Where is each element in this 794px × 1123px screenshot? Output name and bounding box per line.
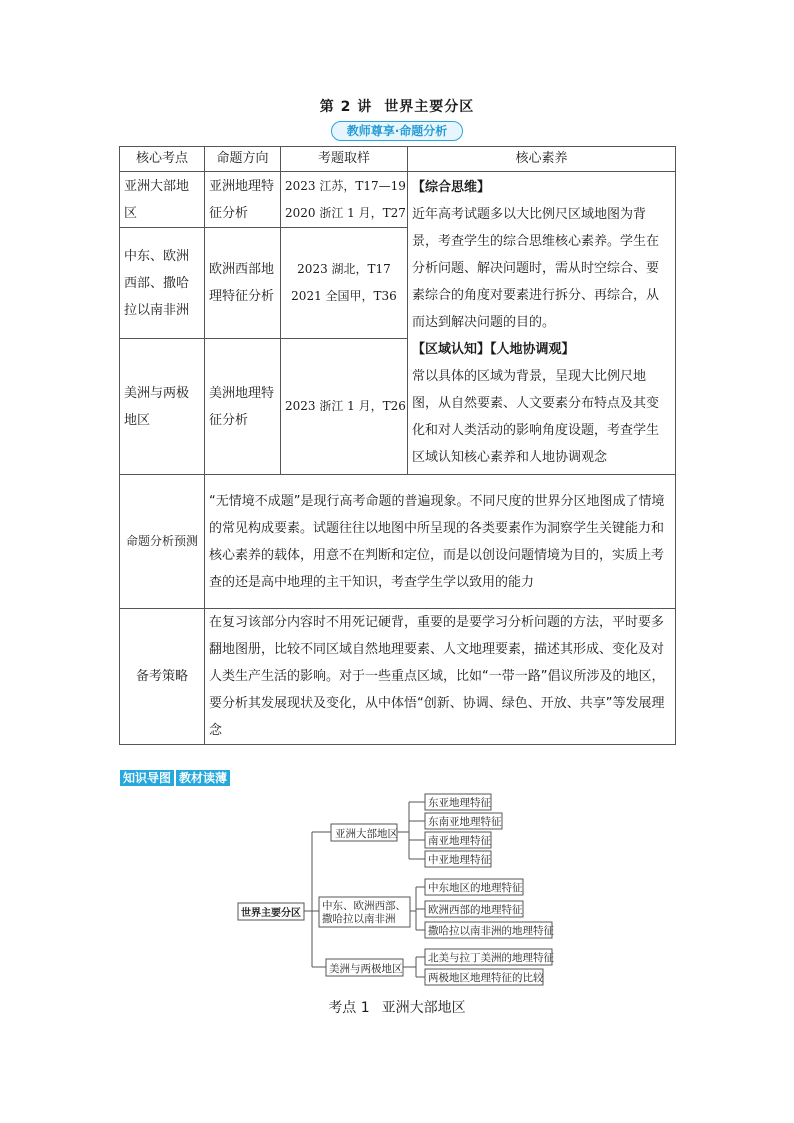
samples-cell — [281, 339, 408, 475]
strategy-row — [120, 609, 676, 745]
mindmap-branch-middle-line2: 撒哈拉以南非洲 — [322, 913, 396, 925]
samples-cell — [281, 172, 408, 228]
mindmap-leaf: 撒哈拉以南非洲的地理特征 — [428, 925, 554, 937]
section-caption — [0, 997, 794, 1017]
mindmap-leaf: 两极地区地理特征的比较 — [428, 972, 544, 984]
table-row — [120, 172, 676, 228]
teacher-badge: 教师尊享·命题分析 — [331, 121, 463, 141]
header-core-point: 核心考点 — [120, 147, 205, 172]
lecture-title: 世界主要分区 — [384, 99, 475, 115]
mindmap-leaf: 北美与拉丁美洲的地理特征 — [428, 952, 554, 964]
mindmap-leaf: 欧洲西部的地理特征 — [428, 904, 523, 916]
forecast-text: “无情境不成题”是现行高考命题的普遍现象。不同尺度的世界分区地图成了情境的常见构成要素。试题往往以地图中所呈现的各类要素作为洞察学生关键能力和核心素养的载体，用意不在判断和定位，而是以创设问题情境为目的，实质上考查的还是高中地理的主干知识，考查学生学以致用的能力 — [205, 475, 676, 609]
strategy-text: 在复习该部分内容时不用死记硬背，重要的是要学习分析问题的方法，平时要多翻地图册，比较不同区域自然地理要素、人文地理要素，描述其形成、变化及对人类生产生活的影响。对于一些重点区域，比如“一带一路”倡议所涉及的地区，要分析其发展现状及变化，从中体悟“创新、协调、绿色、开放、共享”等发展理念 — [205, 609, 676, 745]
tab-knowledge-map: 知识导图 — [120, 770, 174, 786]
mindmap-leaf: 南亚地理特征 — [428, 835, 491, 847]
literacy-heading-2: 【区域认知】【人地协调观】 — [412, 342, 575, 357]
mindmap-branch-middle-line1: 中东、欧洲西部、 — [322, 900, 406, 912]
table-header-row — [120, 147, 676, 172]
core-point-cell: 中东、欧洲西部、撒哈拉以南非洲 — [120, 228, 205, 339]
mindmap-leaf: 中东地区的地理特征 — [428, 882, 523, 894]
sample-item: 2023 湖北，T17 — [297, 262, 391, 276]
header-direction: 命题方向 — [205, 147, 281, 172]
knowledge-mindmap — [0, 780, 794, 990]
direction-cell: 亚洲地理特征分析 — [205, 172, 281, 228]
analysis-table — [119, 146, 676, 745]
caption-label: 考点 1 — [328, 1000, 370, 1016]
core-point-cell: 亚洲大部地区 — [120, 172, 205, 228]
forecast-row — [120, 475, 676, 609]
mindmap-branch-americas: 美洲与两极地区 — [329, 963, 403, 975]
mindmap-branch-asia: 亚洲大部地区 — [335, 828, 398, 840]
literacy-heading-1: 【综合思维】 — [412, 180, 491, 195]
strategy-label: 备考策略 — [120, 609, 205, 745]
sample-item: 2023 江苏，T17—19 — [285, 178, 406, 193]
lecture-number: 第 2 讲 — [319, 99, 373, 115]
mindmap-leaf: 东亚地理特征 — [428, 797, 491, 809]
mindmap-leaf: 东南亚地理特征 — [428, 816, 502, 828]
literacy-text-1: 近年高考试题多以大比例尺区域地图为背景，考查学生的综合思维核心素养。学生在分析问题、解决问题时，需从时空综合、要素综合的角度对要素进行拆分、再综合，从而达到解决问题的目的。 — [412, 207, 660, 330]
direction-cell: 美洲地理特征分析 — [205, 339, 281, 475]
page-title — [0, 96, 794, 116]
mindmap-leaf: 中亚地理特征 — [428, 854, 491, 866]
sample-item: 2023 浙江 1 月，T26 — [285, 399, 406, 413]
header-samples: 考题取样 — [281, 147, 408, 172]
header-literacy: 核心素养 — [408, 147, 676, 172]
mindmap-root: 世界主要分区 — [241, 908, 301, 919]
direction-cell: 欧洲西部地理特征分析 — [205, 228, 281, 339]
samples-cell — [281, 228, 408, 339]
literacy-text-2: 常以具体的区域为背景，呈现大比例尺地图，从自然要素、人文要素分布特点及其变化和对人类活动的影响角度设题，考查学生区域认知核心素养和人地协调观念 — [412, 369, 660, 465]
literacy-cell — [408, 172, 676, 475]
tab-textbook-summary: 教材读薄 — [176, 770, 230, 786]
sample-item: 2021 全国甲，T36 — [291, 289, 397, 303]
forecast-label: 命题分析预测 — [120, 475, 205, 609]
caption-text: 亚洲大部地区 — [381, 1000, 466, 1016]
sample-item: 2020 浙江 1 月，T27 — [285, 205, 406, 220]
core-point-cell: 美洲与两极地区 — [120, 339, 205, 475]
